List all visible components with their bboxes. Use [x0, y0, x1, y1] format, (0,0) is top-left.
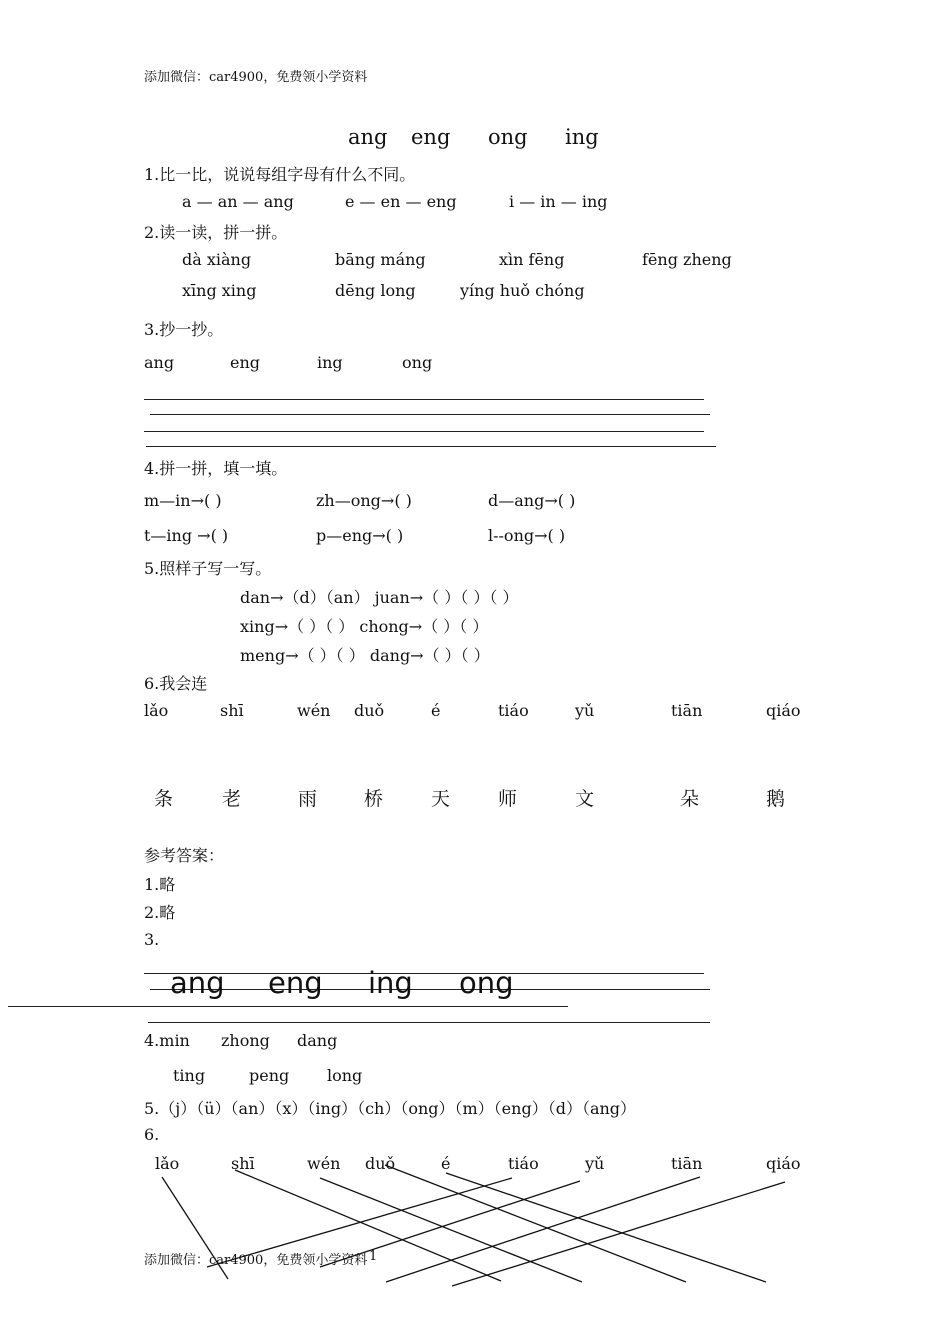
- q6-pinyin: yǔ: [575, 701, 595, 720]
- answer-6: 6.: [144, 1125, 160, 1144]
- q6-char: 雨: [298, 788, 318, 810]
- q6-char: 师: [498, 788, 518, 810]
- answers-heading: 参考答案：: [144, 846, 225, 865]
- q6-pinyin: tiáo: [498, 701, 529, 720]
- q4-item: m—in→( ): [144, 491, 222, 510]
- answer-4-item: long: [327, 1066, 363, 1085]
- answer-5: 5.（j）（ü）（an）（x）（ing）（ch）（ong）（m）（eng）（d）（ang）: [144, 1099, 637, 1118]
- answer-6-pinyin: wén: [307, 1154, 341, 1173]
- header-note: 添加微信：car4900，免费领小学资料: [144, 70, 368, 85]
- q4-item: p—eng→( ): [316, 526, 404, 545]
- q6-pinyin: é: [431, 701, 441, 720]
- q1-group-a: a — an — ang: [182, 192, 294, 211]
- q1-group-e: e — en — eng: [345, 192, 457, 211]
- footer-note: 添加微信：car4900，免费领小学资料: [144, 1253, 368, 1268]
- answer-3-word: ing: [368, 966, 413, 1000]
- answer-6-pinyin: lǎo: [155, 1154, 180, 1173]
- q6-pinyin: duǒ: [354, 701, 385, 720]
- answer-6-pinyin: tiān: [671, 1154, 703, 1173]
- q3-item: eng: [230, 353, 261, 372]
- q6-char: 桥: [364, 788, 384, 810]
- title-eng: eng: [411, 125, 451, 149]
- q6-pinyin: qiáo: [766, 701, 801, 720]
- answer-3: 3.: [144, 930, 160, 949]
- q6-char: 朵: [680, 788, 700, 810]
- q6-char: 鹅: [766, 788, 786, 810]
- answer-6-pinyin: duǒ: [365, 1154, 396, 1173]
- q2-word: dà xiàng: [182, 250, 252, 269]
- match-line: [385, 1165, 686, 1282]
- q5-line: meng→（ ）（ ） dang→（ ）（ ）: [240, 646, 490, 665]
- q3-item: ong: [402, 353, 433, 372]
- answer-3-word: ong: [459, 966, 514, 1000]
- title-ang: ang: [348, 125, 388, 149]
- q6-pinyin: lǎo: [144, 701, 169, 720]
- answer-4-item: peng: [249, 1066, 290, 1085]
- q6-pinyin: wén: [297, 701, 331, 720]
- q2-word: dēng long: [335, 281, 416, 300]
- page-number: 1: [369, 1249, 378, 1264]
- q1-prompt: 1.比一比，说说每组字母有什么不同。: [144, 165, 416, 184]
- answer-6-pinyin: shī: [231, 1154, 255, 1173]
- answer-6-pinyin: qiáo: [766, 1154, 801, 1173]
- q4-item: d—ang→( ): [488, 491, 576, 510]
- answer-6-pinyin: yǔ: [585, 1154, 605, 1173]
- answer-4-item: ting: [173, 1066, 206, 1085]
- q3-item: ing: [317, 353, 343, 372]
- q2-word: xìn fēng: [499, 250, 565, 269]
- q2-word: yíng huǒ chóng: [460, 281, 585, 300]
- q5-line: dan→（d）（an） juan→（ ）（ ）（ ）: [240, 588, 519, 607]
- answer-6-pinyin: é: [441, 1154, 451, 1173]
- answer-4-item: 4.min: [144, 1031, 190, 1050]
- q2-prompt: 2.读一读，拼一拼。: [144, 223, 288, 242]
- title-ong: ong: [488, 125, 528, 149]
- q6-pinyin: tiān: [671, 701, 703, 720]
- answer-3-word: ang: [170, 966, 225, 1000]
- q4-prompt: 4.拼一拼，填一填。: [144, 459, 288, 478]
- answer-4-item: zhong: [221, 1031, 270, 1050]
- q3-item: ang: [144, 353, 175, 372]
- q6-prompt: 6.我会连: [144, 674, 208, 693]
- q4-item: zh—ong→( ): [316, 491, 412, 510]
- q6-char: 条: [154, 788, 174, 810]
- q1-group-i: i — in — ing: [509, 192, 608, 211]
- q5-prompt: 5.照样子写一写。: [144, 559, 272, 578]
- q6-char: 文: [575, 788, 595, 810]
- q6-pinyin: shī: [220, 701, 244, 720]
- title-ing: ing: [565, 125, 599, 149]
- q6-char: 天: [431, 788, 451, 810]
- answer-3-word: eng: [268, 966, 323, 1000]
- q4-item: l--ong→( ): [488, 526, 566, 545]
- q6-char: 老: [222, 788, 242, 810]
- match-line: [452, 1182, 785, 1286]
- q2-word: xīng xing: [182, 281, 257, 300]
- q4-item: t—ing →( ): [144, 526, 229, 545]
- q3-prompt: 3.抄一抄。: [144, 320, 224, 339]
- match-line: [446, 1173, 766, 1282]
- q2-word: fēng zheng: [642, 250, 732, 269]
- q5-line: xing→（ ）（ ） chong→（ ）（ ）: [240, 617, 489, 636]
- answer-1: 1.略: [144, 875, 176, 894]
- answer-4-item: dang: [297, 1031, 338, 1050]
- answer-6-pinyin: tiáo: [508, 1154, 539, 1173]
- answer-2: 2.略: [144, 903, 176, 922]
- q2-word: bāng máng: [335, 250, 426, 269]
